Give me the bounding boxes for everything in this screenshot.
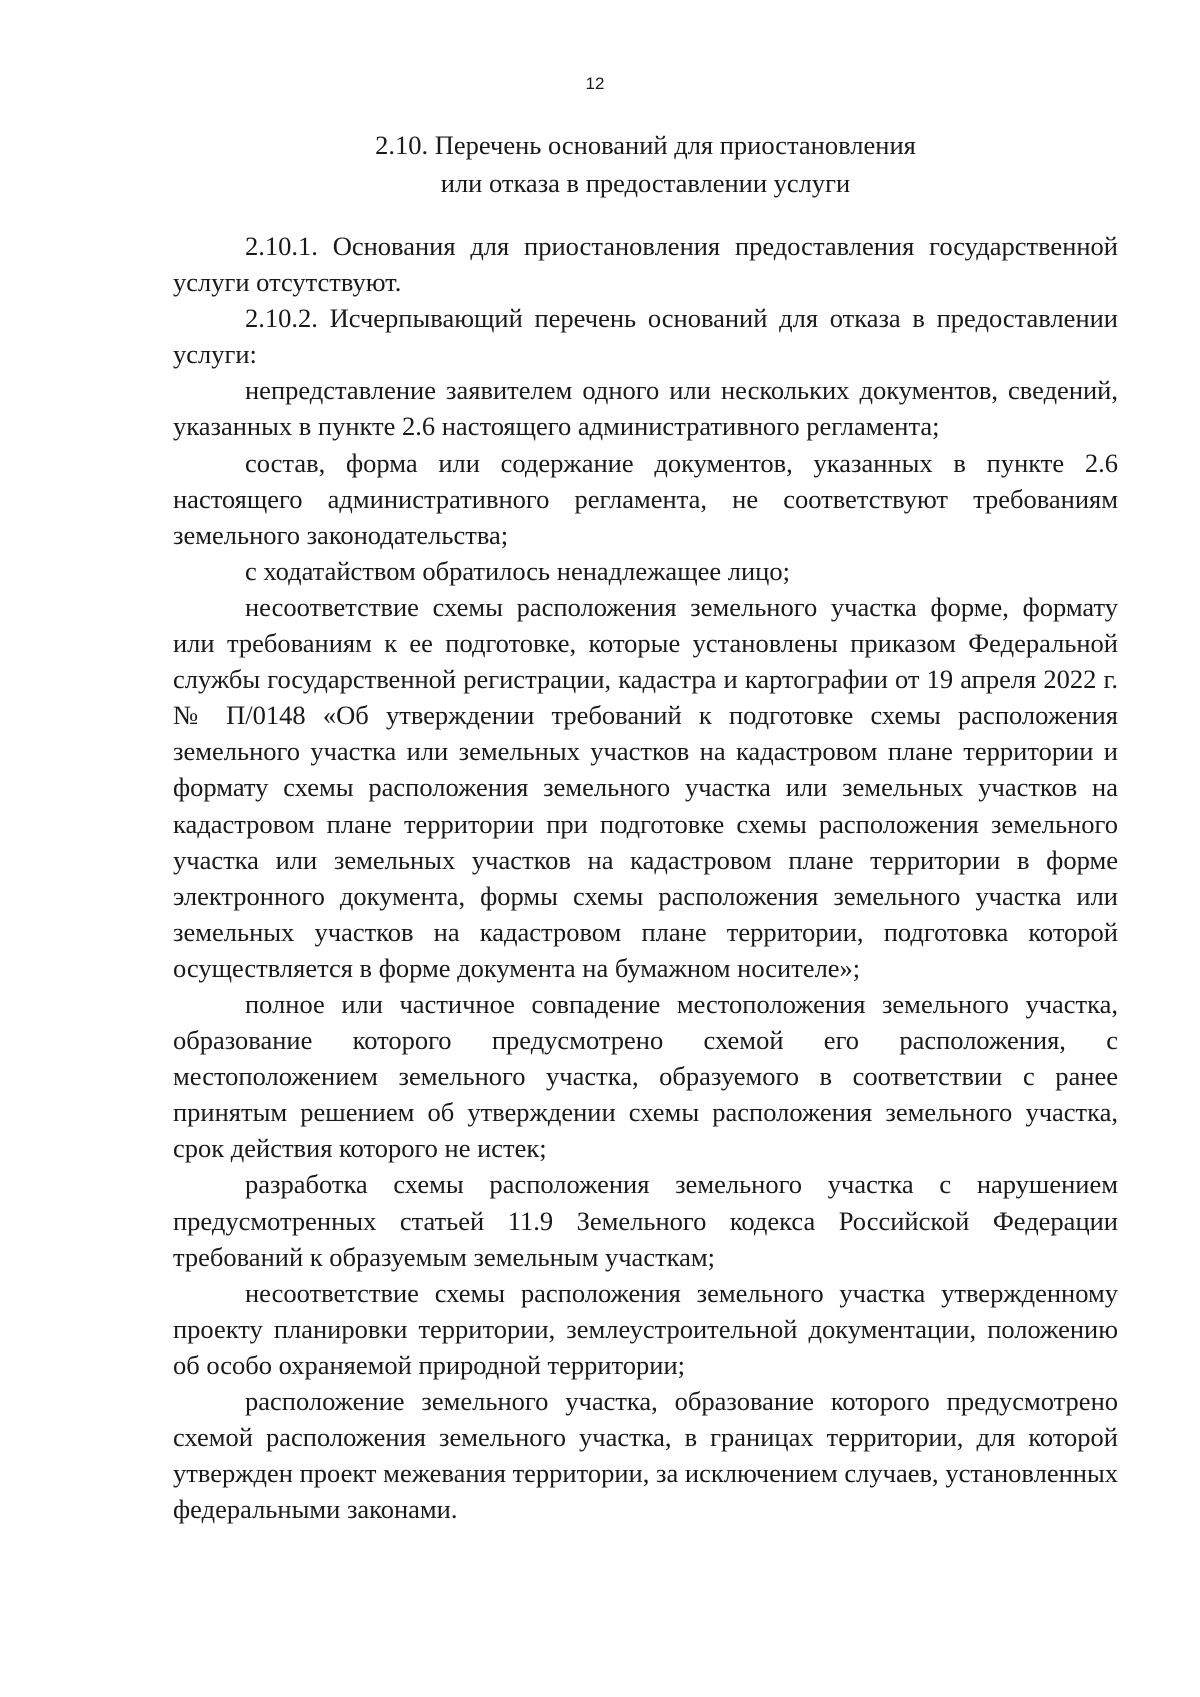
list-item-documents-nonconformity: состав, форма или содержание документов, указанных в пункте 2.6 настоящего административного регламента, не соответствуют требованиям земельного законодательства; [173, 447, 1118, 550]
document-body [173, 228, 1118, 1527]
list-item-location-overlap: полное или частичное совпадение местоположения земельного участка, образование которого предусмотрено схемой его расположения, с местоположением земельного участка, образуемого в соответствии с ранее принятым решением об утверждении схемы расположения земельного участка, срок действия которого не истек; [173, 988, 1118, 1164]
list-item-scheme-violation: разработка схемы расположения земельного участка с нарушением предусмотренных статьей 11.9 Земельного кодекса Российской Федерации требований к образуемым земельным участкам; [173, 1169, 1118, 1272]
list-item-survey-project-territory: расположение земельного участка, образование которого предусмотрено схемой расположения земельного участка, в границах территории, для которой утвержден проект межевания территории, за исключением случаев, установленных федеральными законами. [173, 1386, 1118, 1525]
page-number: 12 [585, 74, 605, 93]
section-heading-line-2: или отказа в предоставлении услуги [440, 168, 851, 198]
section-heading-line-1: 2.10. Перечень оснований для приостановления [375, 130, 916, 160]
list-item-scheme-format-nonconformity: несоответствие схемы расположения земельного участка форме, формату или требованиям к ее подготовке, которые установлены приказом Федеральной службы государственной регистрации, кадастра и картографии от 19 апреля 2022 г. № П/0148 «Об утверждении требований к подготовке схемы расположения земельного участка или земельных участков на кадастровом плане территории и формату схемы расположения земельного участка или земельных участков на кадастровом плане территории при подготовке схемы расположения земельного участка или земельных участков на кадастровом плане территории в форме электронного документа, формы схемы расположения земельного участка или земельных участков на кадастровом плане территории, подготовка которой осуществляется в форме документа на бумажном носителе»; [173, 591, 1118, 983]
list-item-missing-documents: непредставление заявителем одного или нескольких документов, сведений, указанных в пункте 2.6 настоящего административного регламента; [173, 375, 1118, 442]
list-item-improper-person: с ходатайством обратилось ненадлежащее лицо; [245, 555, 790, 586]
list-item-planning-nonconformity: несоответствие схемы расположения земельного участка утвержденному проекту планировки территории, землеустроительной документации, положению об особо охраняемой природной территории; [173, 1277, 1118, 1380]
paragraph-2-10-1: 2.10.1. Основания для приостановления предоставления государственной услуги отсутствуют. [173, 231, 1118, 298]
section-heading [173, 126, 1118, 202]
paragraph-2-10-2: 2.10.2. Исчерпывающий перечень оснований для отказа в предоставлении услуги: [173, 303, 1118, 370]
